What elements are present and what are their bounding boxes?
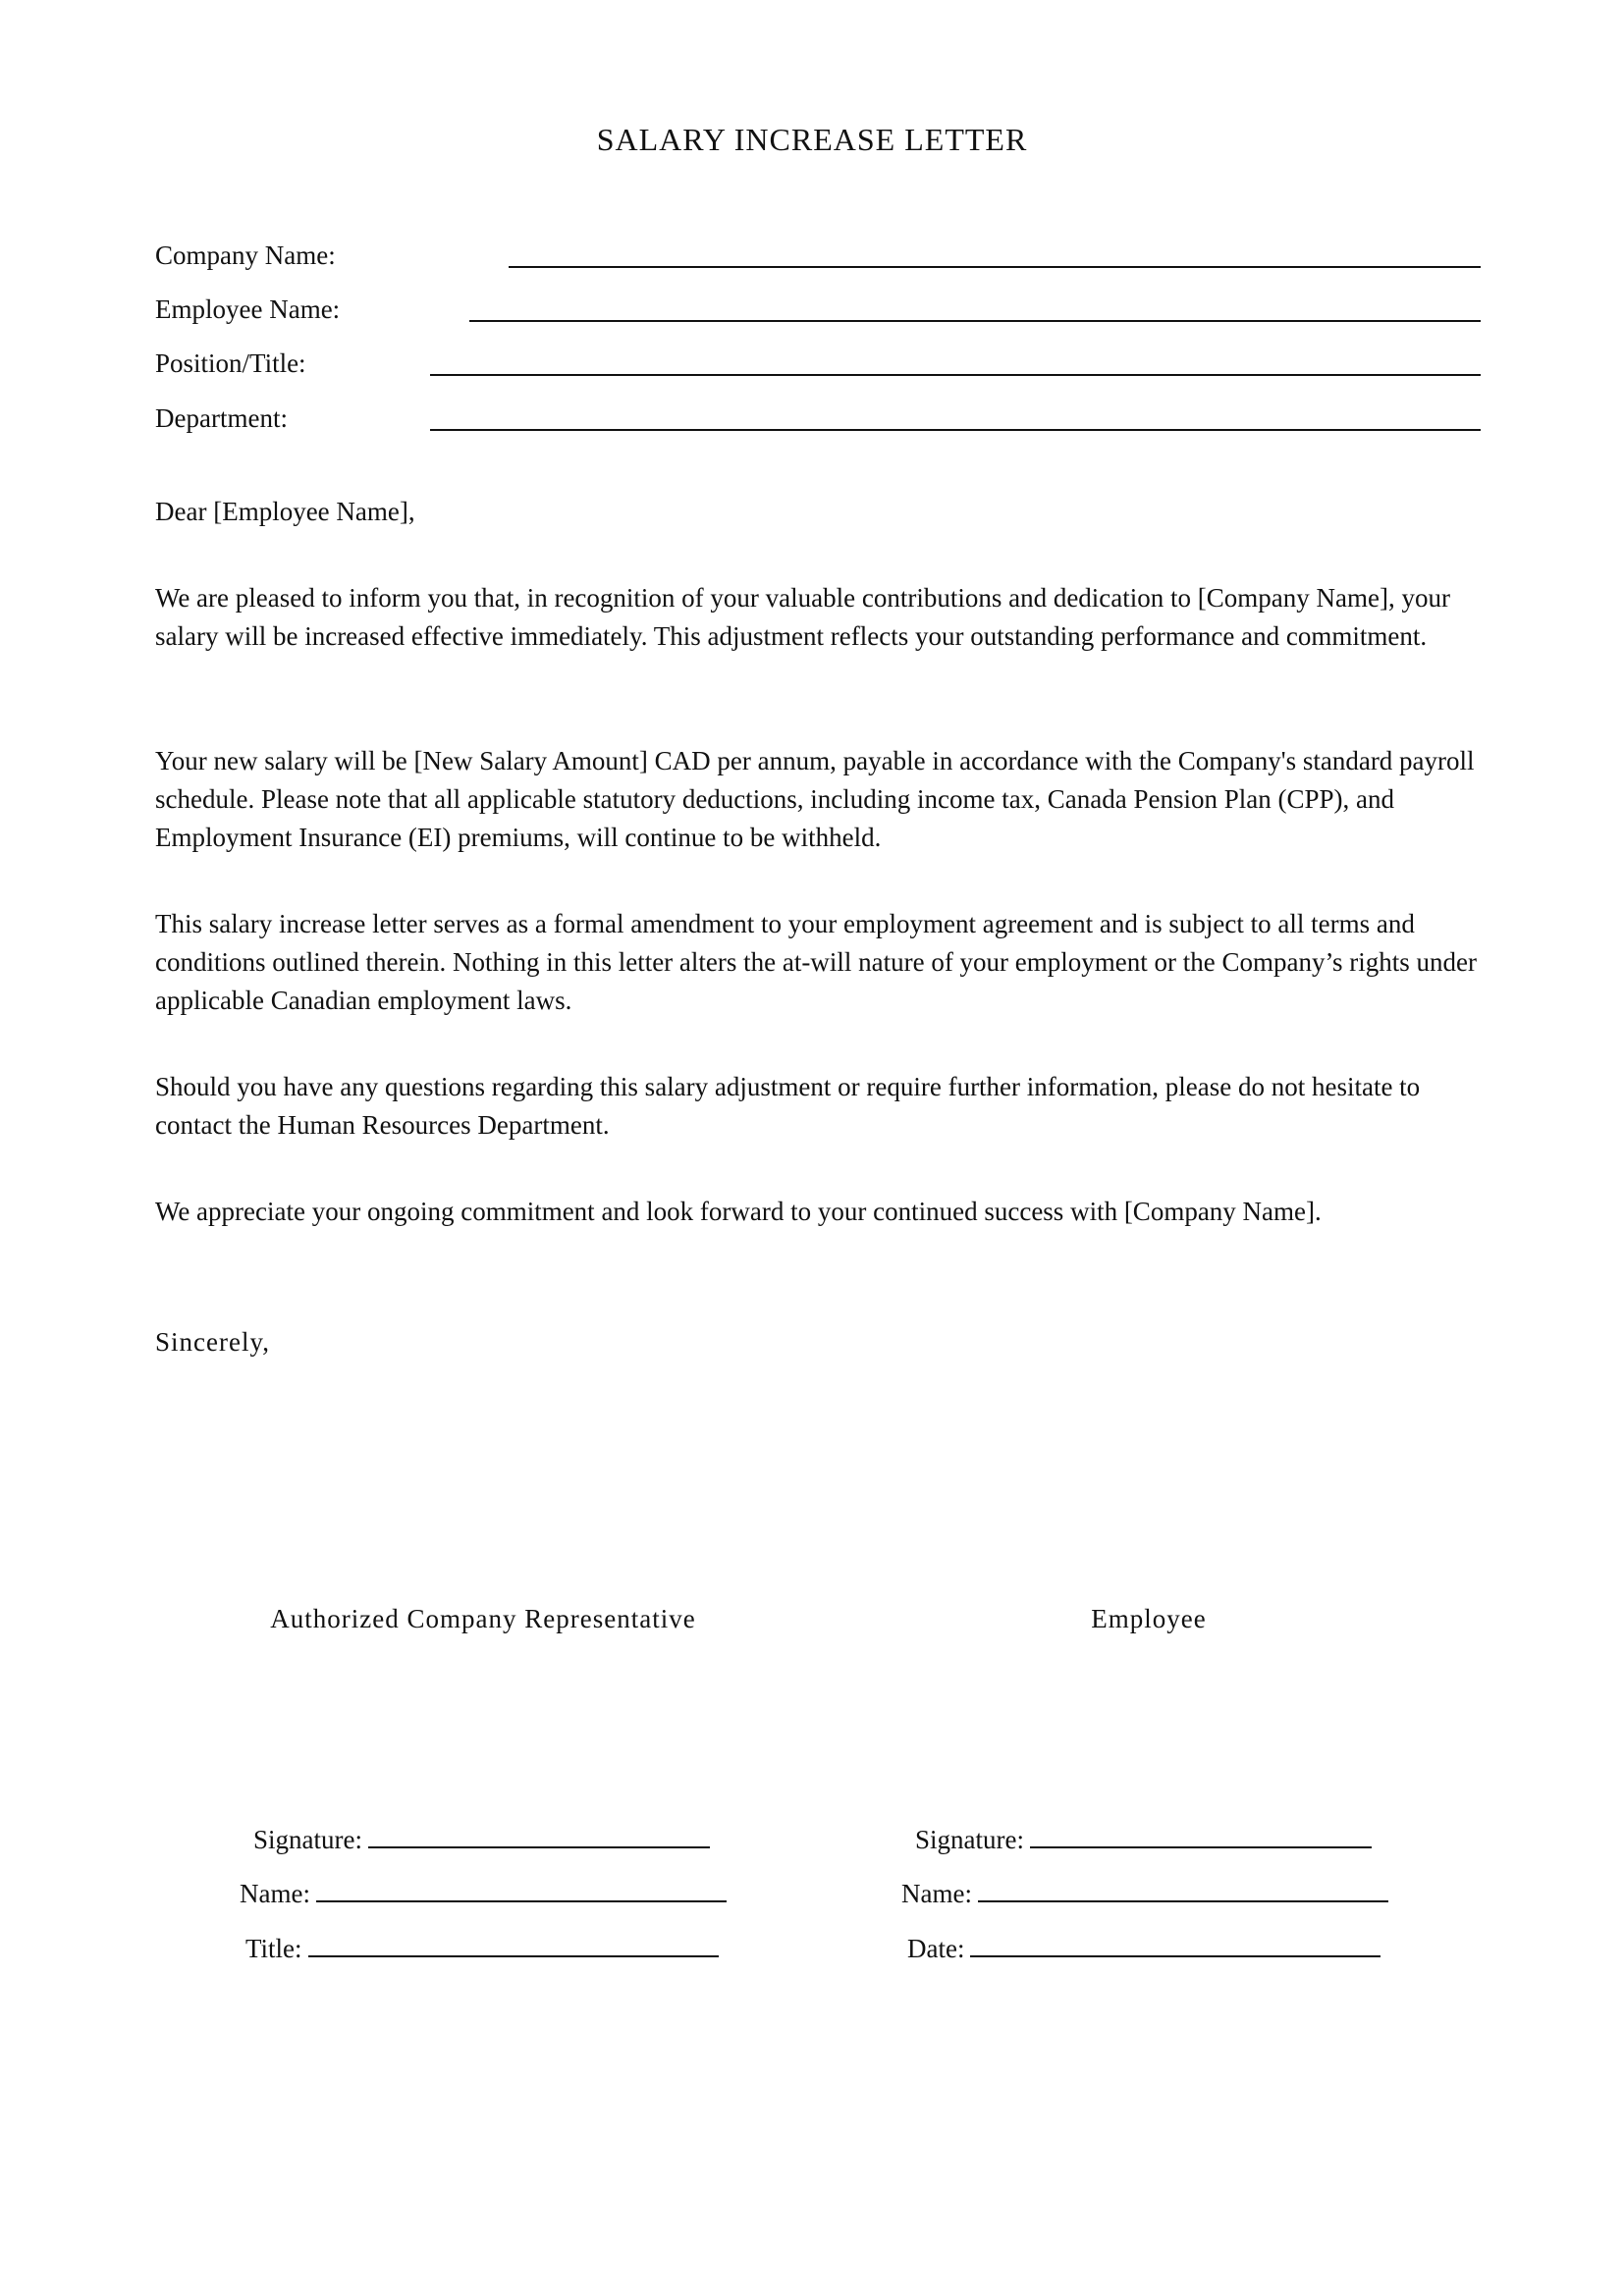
company-name-field — [155, 236, 1481, 275]
company-name-line-sig — [240, 1874, 727, 1913]
company-rep-name-label: Name: — [240, 1879, 310, 1908]
employee-signature-blank[interactable] — [1030, 1823, 1372, 1848]
company-rep-name-blank[interactable] — [316, 1877, 727, 1902]
department-field — [155, 399, 1481, 438]
company-title-line — [245, 1929, 719, 1968]
document-title: SALARY INCREASE LETTER — [596, 122, 1028, 157]
position-title-field — [155, 344, 1481, 383]
employee-signature-line — [915, 1820, 1372, 1859]
employee-name-sig-label: Name: — [901, 1879, 972, 1908]
department-line[interactable] — [430, 429, 1481, 431]
position-title-label: Position/Title: — [155, 348, 306, 378]
company-name-label: Company Name: — [155, 240, 336, 270]
company-rep-title-label: Title: — [245, 1934, 302, 1963]
company-representative-heading: Authorized Company Representative — [270, 1604, 696, 1633]
employee-date-line — [907, 1929, 1380, 1968]
paragraph-amendment: This salary increase letter serves as a formal amendment to your employment agreement and is subject to all terms and conditions outlined therein. Nothing in this letter alters the at-will nature of your employment or the Company’s rights under applicable Canadian employment laws. — [155, 909, 1477, 1015]
company-signature-label: Signature: — [253, 1825, 362, 1854]
employee-name-label: Employee Name: — [155, 294, 341, 324]
salutation: Dear [Employee Name], — [155, 497, 415, 526]
company-signature-blank[interactable] — [368, 1823, 710, 1848]
employee-name-line[interactable] — [469, 320, 1481, 322]
paragraph-new-salary: Your new salary will be [New Salary Amount] CAD per annum, payable in accordance with the Company's standard payroll schedule. Please note that all applicable statutory deductions, including income tax, Canada Pension Plan (CPP), and Employment Insurance (EI) premiums, will continue to be withheld. — [155, 746, 1475, 852]
employee-name-line-sig — [901, 1874, 1388, 1913]
paragraph-questions: Should you have any questions regarding this salary adjustment or require further information, please do not hesitate to contact the Human Resources Department. — [155, 1072, 1421, 1140]
employee-date-label: Date: — [907, 1934, 965, 1963]
employee-heading: Employee — [1091, 1604, 1207, 1633]
department-label: Department: — [155, 403, 288, 433]
company-signature-line — [253, 1820, 710, 1859]
employee-date-blank[interactable] — [970, 1932, 1380, 1957]
employee-name-sig-blank[interactable] — [978, 1877, 1388, 1902]
employee-signature-label: Signature: — [915, 1825, 1024, 1854]
position-title-line[interactable] — [430, 374, 1481, 376]
paragraph-appreciation: We appreciate your ongoing commitment and look forward to your continued success with [Company Name]. — [155, 1197, 1322, 1226]
closing: Sincerely, — [155, 1327, 270, 1357]
paragraph-recognition: We are pleased to inform you that, in recognition of your valuable contributions and dedication to [Company Name], your salary will be increased effective immediately. This adjustment reflects your outstanding performance and commitment. — [155, 583, 1450, 651]
company-name-line[interactable] — [509, 266, 1481, 268]
company-rep-title-blank[interactable] — [308, 1932, 719, 1957]
employee-name-field — [155, 290, 1481, 329]
